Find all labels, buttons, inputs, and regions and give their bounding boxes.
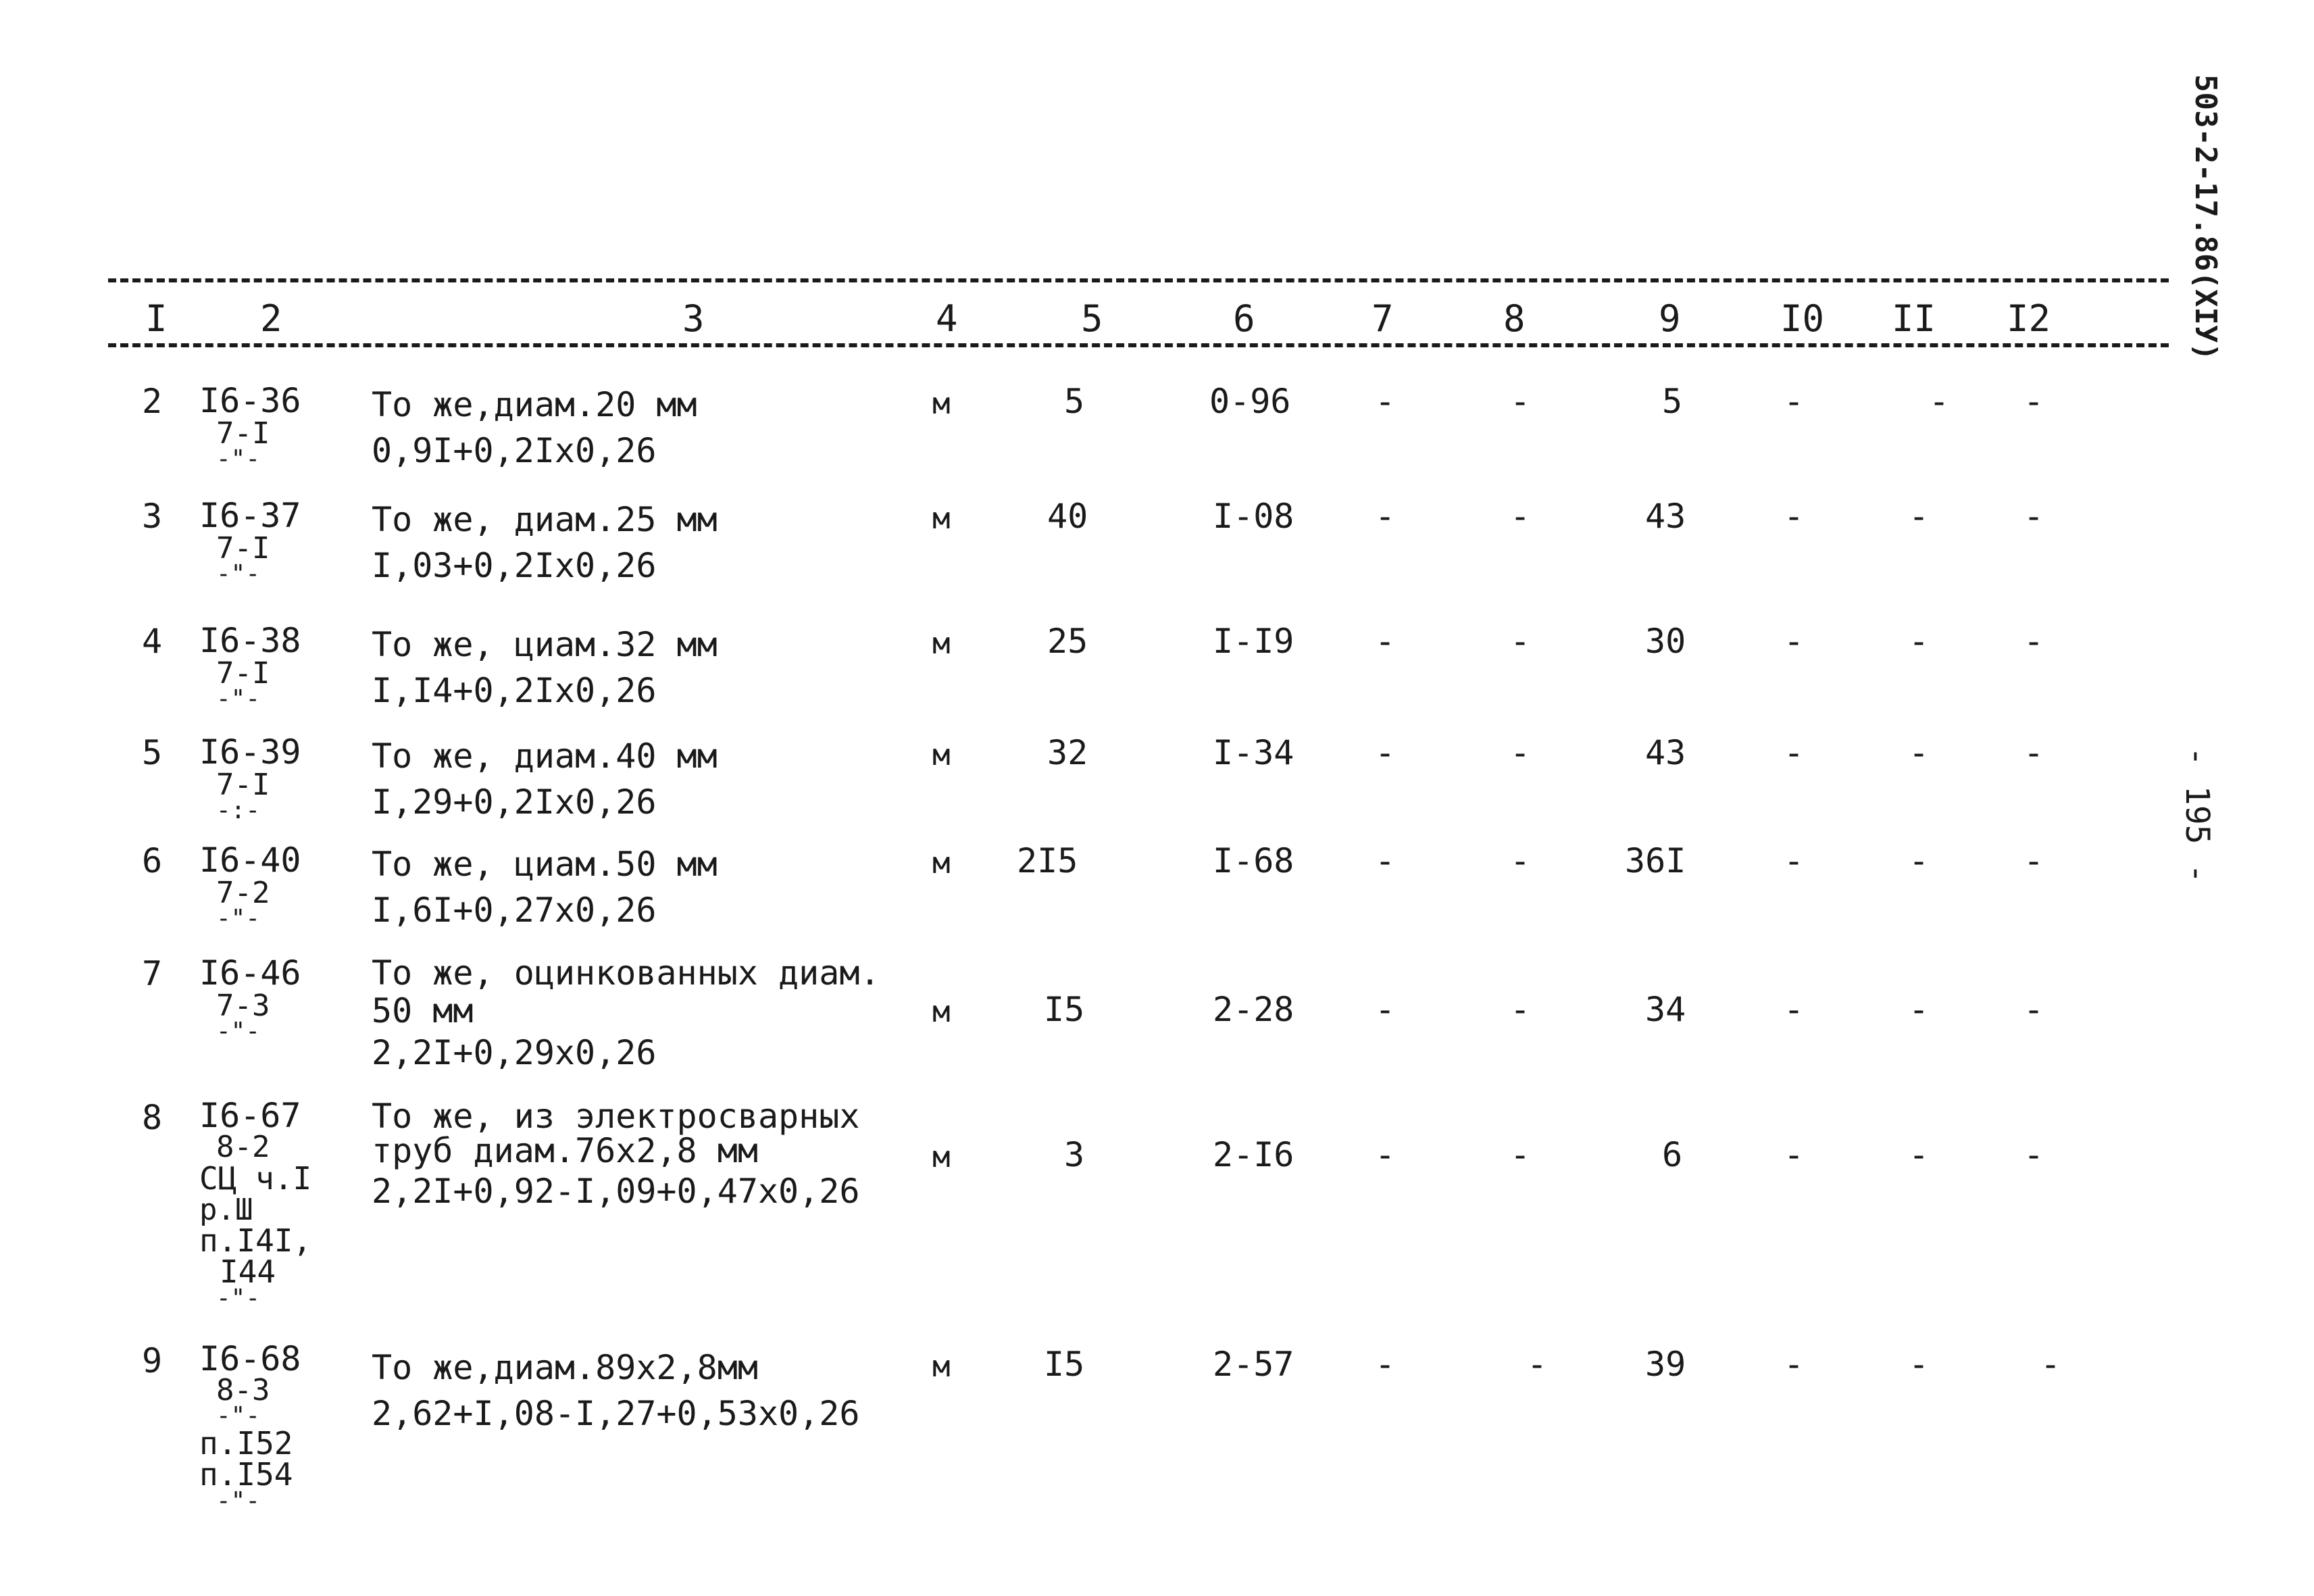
col10-cell: - <box>1784 990 1805 1029</box>
col7-cell: - <box>1375 1135 1396 1174</box>
col5-cell: 3 <box>1064 1135 1085 1174</box>
code-cell: I6-36 7-I -"- <box>199 381 301 473</box>
unit-cell: м <box>932 386 951 421</box>
col-header-4: 4 <box>936 297 958 340</box>
col6-cell: 2-28 <box>1213 990 1294 1029</box>
col8-cell: - <box>1510 1135 1531 1174</box>
description-cell: То же, диам.40 мм I,29+0,2Ix0,26 <box>372 737 718 822</box>
col8-cell: - <box>1510 733 1531 772</box>
col9-cell: 43 <box>1645 733 1686 772</box>
col-header-6: 6 <box>1233 297 1255 340</box>
col-header-9: 9 <box>1659 297 1681 340</box>
col7-cell: - <box>1375 382 1396 421</box>
header-rule-bottom <box>108 343 2169 347</box>
col9-cell: 39 <box>1645 1345 1686 1384</box>
col6-cell: I-34 <box>1213 733 1294 772</box>
row-number: 3 <box>142 497 163 536</box>
description-cell: То же, диам.25 мм I,03+0,2Ix0,26 <box>372 500 718 585</box>
row-number: 7 <box>142 954 163 993</box>
col6-cell: 0-96 <box>1209 382 1291 421</box>
col7-cell: - <box>1375 1345 1396 1384</box>
col7-cell: - <box>1375 622 1396 661</box>
col8-cell: - <box>1510 841 1531 880</box>
col9-cell: 30 <box>1645 622 1686 661</box>
col11-cell: - <box>1909 1135 1930 1174</box>
col11-cell: - <box>1909 733 1930 772</box>
col10-cell: - <box>1784 382 1805 421</box>
code-cell: I6-68 8-3 -"- п.I52 п.I54 -"- <box>199 1339 301 1515</box>
col9-cell: 34 <box>1645 990 1686 1029</box>
col5-cell: I5 <box>1044 990 1085 1029</box>
col11-cell: - <box>1909 841 1930 880</box>
row-number: 9 <box>142 1341 163 1380</box>
col5-cell: 25 <box>1047 622 1088 661</box>
col-header-11: II <box>1892 297 1936 340</box>
col-header-8: 8 <box>1503 297 1526 340</box>
code-cell: I6-67 8-2 СЦ ч.I р.Ш п.I4I, I44 -"- <box>199 1096 312 1312</box>
code-cell: I6-38 7-I -"- <box>199 621 301 713</box>
col12-cell: - <box>2023 382 2044 421</box>
unit-cell: м <box>932 626 951 661</box>
col8-cell: - <box>1510 382 1531 421</box>
code-cell: I6-46 7-3 -"- <box>199 953 301 1045</box>
col-header-12: I2 <box>2007 297 2051 340</box>
unit-cell: м <box>932 995 951 1029</box>
code-cell: I6-37 7-I -"- <box>199 496 301 588</box>
col6-cell: I-I9 <box>1213 622 1294 661</box>
description-cell: То же,диам.89x2,8мм 2,62+I,08-I,27+0,53x0,26 <box>372 1348 860 1433</box>
unit-cell: м <box>932 738 951 772</box>
col5-cell: 40 <box>1047 497 1088 536</box>
col12-cell: - <box>2023 622 2044 661</box>
col-header-5: 5 <box>1081 297 1103 340</box>
col8-cell: - <box>1510 990 1531 1029</box>
col8-cell: - <box>1527 1345 1548 1384</box>
col-header-3: 3 <box>682 297 705 340</box>
description-cell: То же, оцинкованных диам. 50 мм 2,2I+0,29x0,26 <box>372 953 880 1072</box>
col-header-7: 7 <box>1372 297 1394 340</box>
col11-cell: - <box>1909 990 1930 1029</box>
description-cell: То же, из электросварных труб диам.76x2,8 мм 2,2I+0,92-I,09+0,47x0,26 <box>372 1097 860 1211</box>
col8-cell: - <box>1510 497 1531 536</box>
col9-cell: 36I <box>1625 841 1686 880</box>
row-number: 4 <box>142 622 163 661</box>
unit-cell: м <box>932 846 951 880</box>
col10-cell: - <box>1784 622 1805 661</box>
col-header-10: I0 <box>1780 297 1825 340</box>
description-cell: То же, циам.32 мм I,I4+0,2Ix0,26 <box>372 625 718 710</box>
document-code: 503-2-17.86(XIУ) <box>2188 74 2223 361</box>
col12-cell: - <box>2023 990 2044 1029</box>
header-rule-top <box>108 278 2169 282</box>
code-cell: I6-40 7-2 -"- <box>199 841 301 932</box>
col6-cell: I-08 <box>1213 497 1294 536</box>
col10-cell: - <box>1784 497 1805 536</box>
col10-cell: - <box>1784 841 1805 880</box>
unit-cell: м <box>932 1140 951 1174</box>
col12-cell: - <box>2023 841 2044 880</box>
col5-cell: 32 <box>1047 733 1088 772</box>
col10-cell: - <box>1784 1135 1805 1174</box>
col6-cell: I-68 <box>1213 841 1294 880</box>
col6-cell: 2-I6 <box>1213 1135 1294 1174</box>
col5-cell: 2I5 <box>1017 841 1078 880</box>
col7-cell: - <box>1375 841 1396 880</box>
code-cell: I6-39 7-I -:- <box>199 732 301 824</box>
col9-cell: 43 <box>1645 497 1686 536</box>
col12-cell: - <box>2023 497 2044 536</box>
description-cell: То же,диам.20 мм 0,9I+0,2Ix0,26 <box>372 385 697 470</box>
unit-cell: м <box>932 501 951 536</box>
page-number: - 195 - <box>2178 747 2216 884</box>
col11-cell: - <box>1929 382 1950 421</box>
col7-cell: - <box>1375 990 1396 1029</box>
col12-cell: - <box>2023 733 2044 772</box>
col9-cell: 5 <box>1662 382 1683 421</box>
col9-cell: 6 <box>1662 1135 1683 1174</box>
col5-cell: 5 <box>1064 382 1085 421</box>
col11-cell: - <box>1909 622 1930 661</box>
row-number: 2 <box>142 382 163 421</box>
col11-cell: - <box>1909 1345 1930 1384</box>
col-header-2: 2 <box>260 297 282 340</box>
col7-cell: - <box>1375 497 1396 536</box>
col10-cell: - <box>1784 733 1805 772</box>
description-cell: То же, циам.50 мм I,6I+0,27x0,26 <box>372 845 718 930</box>
row-number: 8 <box>142 1098 163 1137</box>
col11-cell: - <box>1909 497 1930 536</box>
row-number: 6 <box>142 841 163 880</box>
col10-cell: - <box>1784 1345 1805 1384</box>
col-header-1: I <box>145 297 168 340</box>
row-number: 5 <box>142 733 163 772</box>
col8-cell: - <box>1510 622 1531 661</box>
col7-cell: - <box>1375 733 1396 772</box>
col5-cell: I5 <box>1044 1345 1085 1384</box>
unit-cell: м <box>932 1349 951 1384</box>
col12-cell: - <box>2023 1135 2044 1174</box>
col6-cell: 2-57 <box>1213 1345 1294 1384</box>
col12-cell: - <box>2040 1345 2061 1384</box>
